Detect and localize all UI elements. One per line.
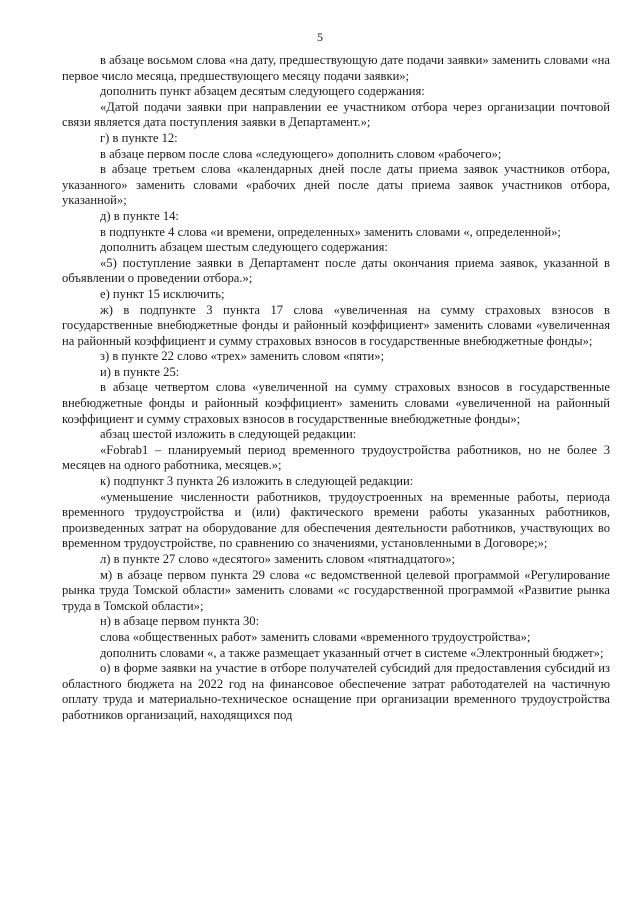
paragraph: л) в пункте 27 слово «десятого» заменить словом «пятнадцатого»; (100, 552, 455, 566)
paragraph: о) в форме заявки на участие в отборе получателей субсидий для предоставления субсидий из областного бюджета на 2022 год на финансовое обеспечение затрат работодателей на частичную оплату труда и материально-техническое оснащение при организации временного трудоустройства работников организаций, находящихся под (62, 661, 610, 722)
paragraph: слова «общественных работ» заменить словами «временного трудоустройства»; (100, 629, 531, 644)
paragraph: г) в пункте 12: (100, 130, 178, 145)
paragraph: дополнить пункт абзацем десятым следующего содержания: (100, 84, 425, 99)
paragraph: з) в пункте 22 слово «трех» заменить словом «пяти»; (100, 349, 385, 364)
document-body (62, 53, 610, 724)
paragraph: дополнить абзацем шестым следующего содержания: (100, 240, 388, 255)
paragraph: «уменьшение численности работников, трудоустроенных на временные работы, периода временного трудоустройства и (или) фактического времени работы указанных работников, произведенных затрат на оборудование для обеспечения деятельности работников, участвующих во временном трудоустройстве, по сравнению со значениями, установленными в Договоре;»; (62, 489, 610, 551)
paragraph: в абзаце восьмом слова «на дату, предшествующую дате подачи заявки» заменить словами «на первое число месяца, предшествующего месяцу подачи заявки»; (62, 53, 610, 83)
paragraph: к) подпункт 3 пункта 26 изложить в следующей редакции: (100, 474, 414, 489)
paragraph: «Датой подачи заявки при направлении ее участником отбора через организации почтовой связи является дата поступления заявки в Департамент.»; (62, 99, 610, 130)
paragraph: и) в пункте 25: (100, 364, 180, 379)
paragraph: «5) поступление заявки в Департамент после даты окончания приема заявок, указанной в объявлении о проведении отбора.»; (62, 255, 610, 286)
paragraph: дополнить словами «, а также размещает указанный отчет в системе «Электронный бюджет»; (100, 645, 604, 660)
paragraph: в абзаце четвертом слова «увеличенной на сумму страховых взносов в государственные внебюджетные фонды и районный коэффициент» заменить словами «увеличенной на районный коэффициент и сумму страховых взносов в государственные внебюджетные фонды»; (62, 380, 610, 426)
page-number: 5 (317, 30, 323, 44)
paragraph: ж) в подпункте 3 пункта 17 слова «увеличенная на сумму страховых взносов в государственные внебюджетные фонды и районный коэффициент» заменить словами «увеличенная на районный коэффициент и сумму страховых взносов в государственные внебюджетные фонды»; (62, 302, 610, 348)
paragraph: д) в пункте 14: (100, 208, 179, 223)
paragraph: в подпункте 4 слова «и времени, определенных» заменить словами «, определенной»; (100, 224, 561, 239)
paragraph: м) в абзаце первом пункта 29 слова «с ведомственной целевой программой «Регулирование рынка труда Томской области» заменить словами «с государственной программой «Развитие рынка труда в Томской области»; (62, 567, 610, 613)
paragraph: н) в абзаце первом пункта 30: (100, 614, 260, 629)
paragraph: е) пункт 15 исключить; (100, 286, 225, 301)
paragraph: «Fobrab1 – планируемый период временного трудоустройства работников, но не более 3 месяцев на одного работника, месяцев.»; (62, 442, 610, 473)
paragraph: в абзаце третьем слова «календарных дней после даты приема заявок участников отбора, указанного» заменить словами «рабочих дней после даты приема заявок участников отбора, указанной»; (62, 162, 610, 208)
paragraph: абзац шестой изложить в следующей редакции: (100, 427, 357, 442)
paragraph: в абзаце первом после слова «следующего» дополнить словом «рабочего»; (100, 146, 502, 161)
